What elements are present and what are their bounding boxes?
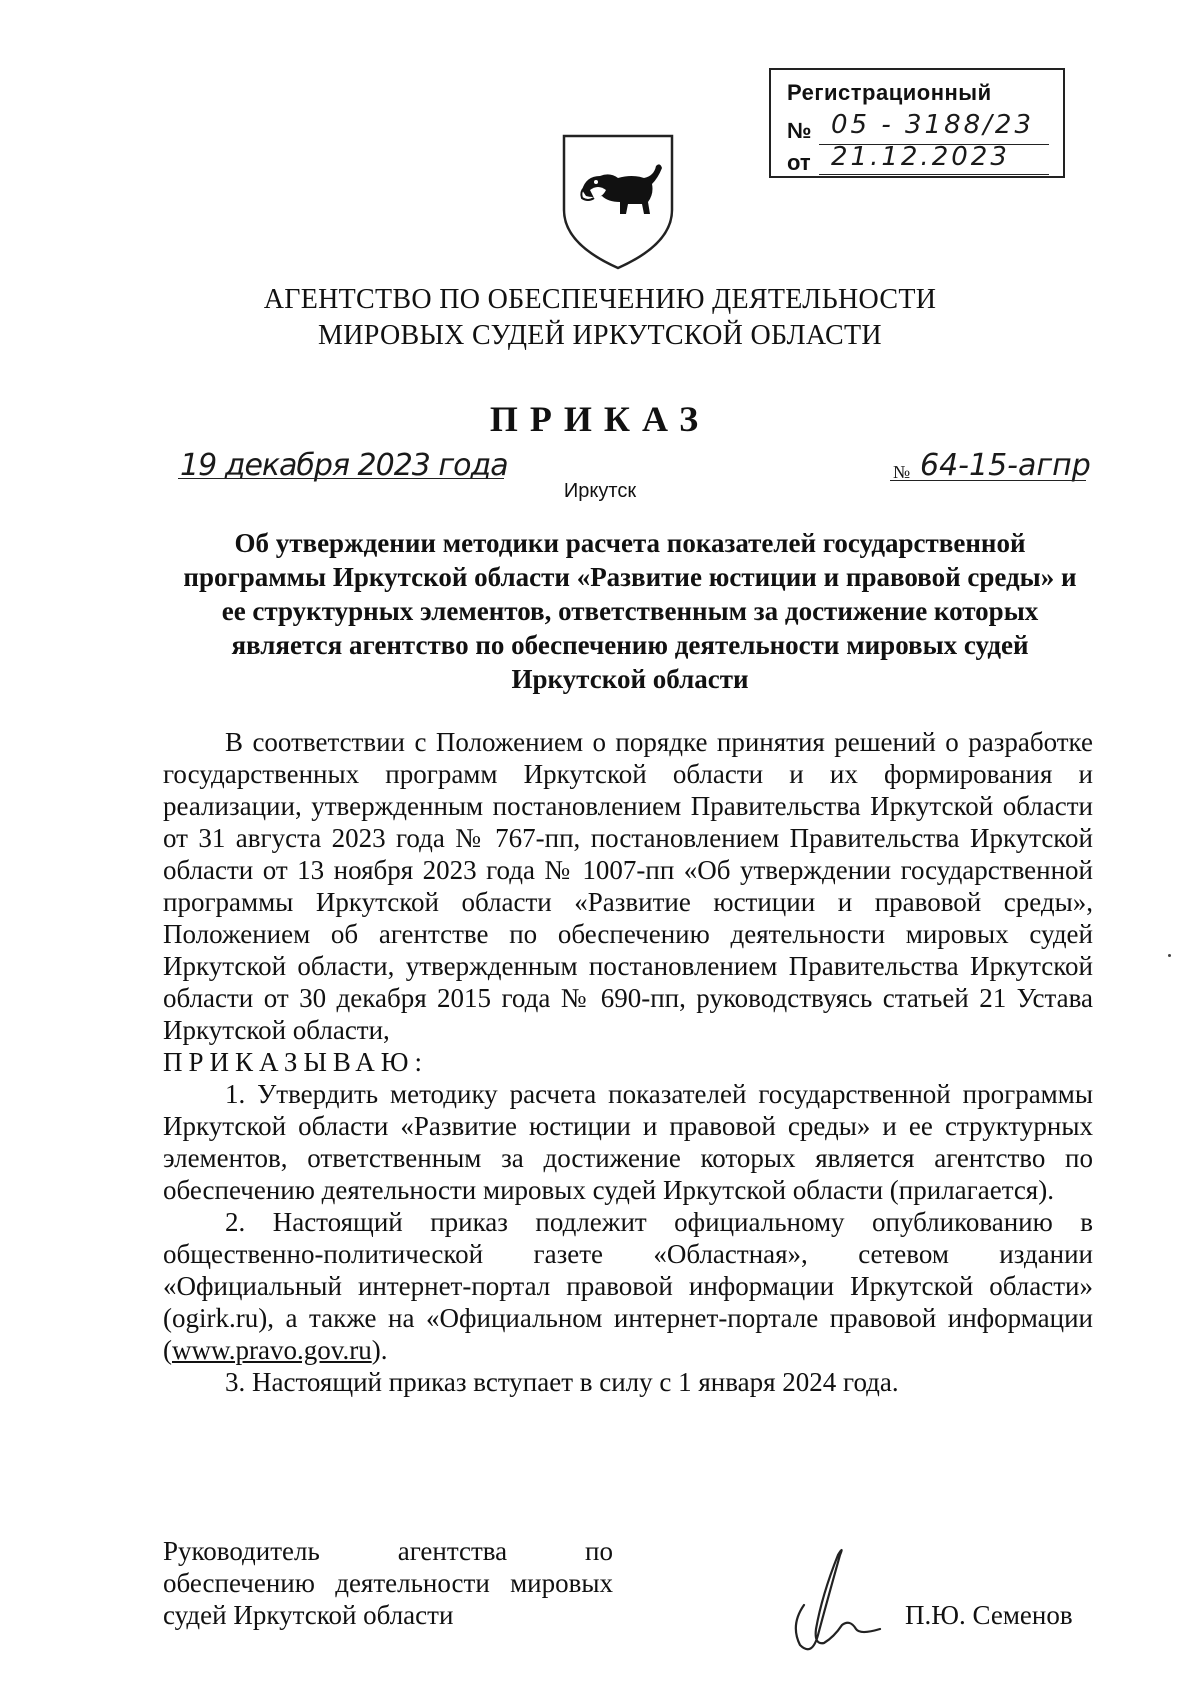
scan-speck — [1168, 954, 1171, 957]
signer-position — [163, 1535, 613, 1631]
item-2-text: 2. Настоящий приказ подлежит официальному опубликованию в общественно-политической газете «Областная», сетевом издании «Официальный интернет-портал правовой информации Иркутской области» (ogirk.ru), а также на «Официальном интернет-портале правовой информации ( — [163, 1207, 1093, 1365]
orders-word: ПРИКАЗЫВАЮ: — [163, 1047, 428, 1077]
item-1: 1. Утвердить методику расчета показателей государственной программы Иркутской области «Развитие юстиции и правовой среды» и ее структурных элементов, ответственным за достижение которых является агентство по обеспечению деятельности мировых судей Иркутской области (прилагается). — [163, 1079, 1093, 1205]
handwritten-signature — [760, 1525, 910, 1665]
document-type: ПРИКАЗ — [489, 399, 711, 439]
stamp-date-value: 21.12.2023 — [831, 142, 1010, 172]
signer-line-3: судей Иркутской области — [163, 1600, 454, 1630]
document-body — [163, 726, 1093, 1398]
order-number-label: № — [893, 462, 911, 482]
stamp-title: Регистрационный — [787, 80, 992, 105]
stamp-number-label: № — [787, 118, 812, 143]
item-2 — [163, 1206, 1093, 1366]
pravo-gov-link[interactable]: www.pravo.gov.ru — [172, 1335, 372, 1365]
agency-name-line-1: АГЕНТСТВО ПО ОБЕСПЕЧЕНИЮ ДЕЯТЕЛЬНОСТИ — [263, 284, 937, 315]
order-date: 19 декабря 2023 года — [180, 448, 508, 483]
order-date-underline — [178, 478, 504, 479]
signer-line-2: обеспечению деятельности мировых — [163, 1568, 613, 1598]
agency-name-line-2: МИРОВЫХ СУДЕЙ ИРКУТСКОЙ ОБЛАСТИ — [318, 320, 882, 351]
stamp-date-underline — [819, 174, 1049, 175]
registration-stamp — [769, 68, 1065, 178]
item-2-end: ). — [371, 1335, 388, 1365]
item-3: 3. Настоящий приказ вступает в силу с 1 января 2024 года. — [225, 1367, 899, 1397]
irkutsk-coat-of-arms-icon — [558, 132, 678, 272]
order-number: 64-15-агпр — [920, 448, 1091, 483]
document-title: Об утверждении методики расчета показателей государственной программы Иркутской области «Развитие юстиции и правовой среды» и ее структурных элементов, ответственным за достижение которых является агентство по обеспечению деятельности мировых судей Иркутской области — [183, 528, 1077, 694]
city: Иркутск — [563, 480, 637, 502]
stamp-number-value: 05 - 3188/23 — [831, 110, 1035, 140]
stamp-date-label: от — [787, 150, 811, 175]
signer-name: П.Ю. Семенов — [905, 1600, 1073, 1630]
preamble: В соответствии с Положением о порядке принятия решений о разработке государственных программ Иркутской области и их формирования и реализации, утвержденным постановлением Правительства Иркутской области от 31 августа 2023 года № 767-пп, постановлением Правительства Иркутской области от 13 ноября 2023 года № 1007-пп «Об утверждении государственной программы Иркутской области «Развитие юстиции и правовой среды», Положением об агентстве по обеспечению деятельности мировых судей Иркутской области, утвержденным постановлением Правительства Иркутской области от 30 декабря 2015 года № 690-пп, руководствуясь статьей 21 Устава Иркутской области, — [163, 727, 1093, 1045]
signer-line-1: Руководитель агентства по — [163, 1536, 613, 1566]
